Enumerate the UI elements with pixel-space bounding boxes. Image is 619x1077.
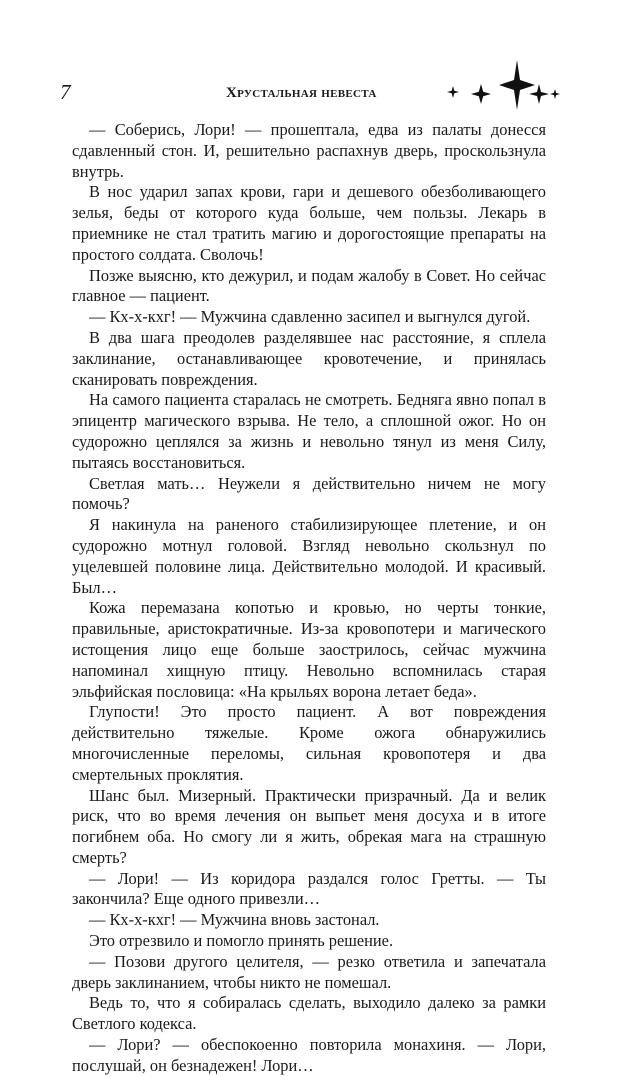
star-medium-right xyxy=(529,84,549,104)
star-medium xyxy=(471,84,491,104)
paragraph-14: Это отрезвило и помогло принять решение. xyxy=(89,931,394,951)
paragraph-2: В нос ударил запах крови, гари и дешевого обезболивающего зелья, беды от которого куда больше, чем пользы. Лекарь в приемнике не стал тратить магию и дорогостоящие препараты на простого солдата. Сволочь! xyxy=(72,182,546,264)
paragraph-10: Глупости! Это просто пациент. А вот повреждения действительно тяжелые. Кроме ожога обнаружились многочисленные переломы, сильная кровопотеря и два смертельных проклятия. xyxy=(72,702,546,784)
paragraph-13: — Кх-х-кхг! — Мужчина вновь застонал. xyxy=(89,910,380,930)
paragraph-12: — Лори! — Из коридора раздался голос Гретты. — Ты закончила? Еще одного привезли… xyxy=(72,868,546,909)
paragraph-11: Шанс был. Мизерный. Практически призрачный. Да и велик риск, что во время лечения он выпьет меня досуха и в итоге погибнем оба. Но смогу ли я жить, обрекая мага на страшную смерть? xyxy=(72,785,546,867)
paragraph-4: — Кх-х-кхг! — Мужчина сдавленно засипел и выгнулся дугой. xyxy=(89,307,531,327)
paragraph-3: Позже выясню, кто дежурил, и подам жалобу в Совет. Но сейчас главное — пациент. xyxy=(72,265,546,306)
star-small-left xyxy=(447,86,459,98)
paragraph-6: На самого пациента старалась не смотреть. Бедняга явно попал в эпицентр магического взрыва. Не тело, а сплошной ожог. Но он судорожно цеплялся за жизнь и невольно тянул из меня Силу, пытаясь восстановиться. xyxy=(72,390,546,472)
page-header xyxy=(60,60,560,116)
paragraph-7: Светлая мать… Неужели я действительно ничем не могу помочь? xyxy=(72,473,546,514)
star-large xyxy=(499,60,535,110)
paragraph-8: Я накинула на раненого стабилизирующее плетение, и он судорожно мотнул головой. Взгляд невольно скользнул по уцелевшей половине лица. Действительно молодой. И красивый. Был… xyxy=(72,515,546,597)
body-text xyxy=(72,120,546,1077)
running-title: Хрустальная невеста xyxy=(226,85,377,101)
paragraph-15: — Позови другого целителя, — резко ответила и запечатала дверь заклинанием, чтобы никто не помешал. xyxy=(72,951,546,992)
page-number: 7 xyxy=(60,80,71,104)
paragraph-17: — Лори? — обеспокоенно повторила монахиня. — Лори, послушай, он безнадежен! Лори… xyxy=(72,1035,546,1075)
star-small-right xyxy=(550,89,560,99)
four-point-stars-icon xyxy=(445,60,560,116)
paragraph-1: — Соберись, Лори! — прошептала, едва из палаты донесся сдавленный стон. И, решительно распахнув дверь, проскользнула внутрь. xyxy=(72,120,546,181)
paragraph-16: Ведь то, что я собиралась сделать, выходило далеко за рамки Светлого кодекса. xyxy=(72,993,546,1034)
paragraph-9: Кожа перемазана копотью и кровью, но черты тонкие, правильные, аристократичные. Из-за кровопотери и магического истощения лицо еще больше заострилось, сейчас мужчина напоминал хищную птицу. Невольно вспомнилась старая эльфийская пословица: «На крыльях ворона летает беда». xyxy=(72,598,546,701)
paragraph-5: В два шага преодолев разделявшее нас расстояние, я сплела заклинание, останавливающее кровотечение, и принялась сканировать повреждения. xyxy=(72,327,546,389)
